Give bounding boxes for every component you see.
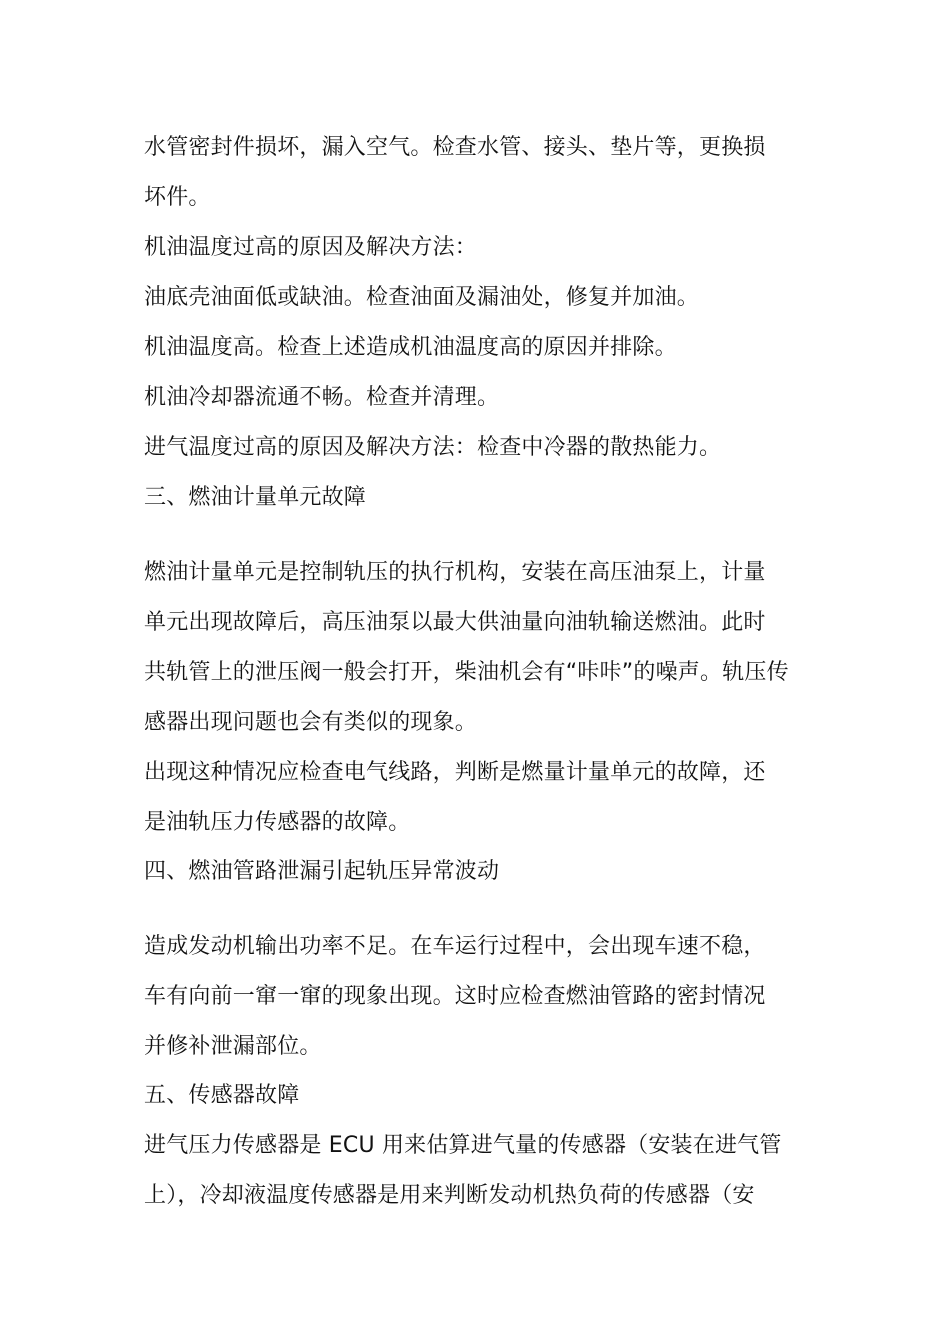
paragraph-line: 是油轨压力传感器的故障。 xyxy=(144,810,411,835)
section-heading-5: 五、传感器故障 xyxy=(144,1083,300,1108)
paragraph-line: 出现这种情况应检查电气线路，判断是燃量计量单元的故障，还 xyxy=(144,760,766,785)
paragraph-line: 单元出现故障后，高压油泵以最大供油量向油轨输送燃油。此时 xyxy=(144,610,766,635)
paragraph-line: 水管密封件损坏，漏入空气。检查水管、接头、垫片等，更换损 xyxy=(144,135,766,160)
paragraph-line: 机油冷却器流通不畅。检查并清理。 xyxy=(144,385,500,410)
paragraph-line: 进气温度过高的原因及解决方法：检查中冷器的散热能力。 xyxy=(144,435,722,460)
paragraph-line: 机油温度高。检查上述造成机油温度高的原因并排除。 xyxy=(144,335,677,360)
paragraph-line: 造成发动机输出功率不足。在车运行过程中，会出现车速不稳， xyxy=(144,934,766,959)
paragraph-line: 进气压力传感器是 ECU 用来估算进气量的传感器（安装在进气管 xyxy=(144,1133,782,1158)
paragraph-line: 感器出现问题也会有类似的现象。 xyxy=(144,710,478,735)
paragraph-line: 坏件。 xyxy=(144,185,211,210)
paragraph-line: 上），冷却液温度传感器是用来判断发动机热负荷的传感器（安 xyxy=(144,1183,755,1208)
paragraph-line: 并修补泄漏部位。 xyxy=(144,1034,322,1059)
paragraph-line: 车有向前一窜一窜的现象出现。这时应检查燃油管路的密封情况 xyxy=(144,984,766,1009)
paragraph-line: 燃油计量单元是控制轨压的执行机构，安装在高压油泵上，计量 xyxy=(144,560,766,585)
section-heading-4: 四、燃油管路泄漏引起轨压异常波动 xyxy=(144,859,500,884)
paragraph-line: 油底壳油面低或缺油。检查油面及漏油处，修复并加油。 xyxy=(144,285,700,310)
paragraph-line: 机油温度过高的原因及解决方法： xyxy=(144,235,478,260)
paragraph-line: 共轨管上的泄压阀一般会打开，柴油机会有“咔咔”的噪声。轨压传 xyxy=(144,660,789,685)
section-heading-3: 三、燃油计量单元故障 xyxy=(144,485,367,510)
